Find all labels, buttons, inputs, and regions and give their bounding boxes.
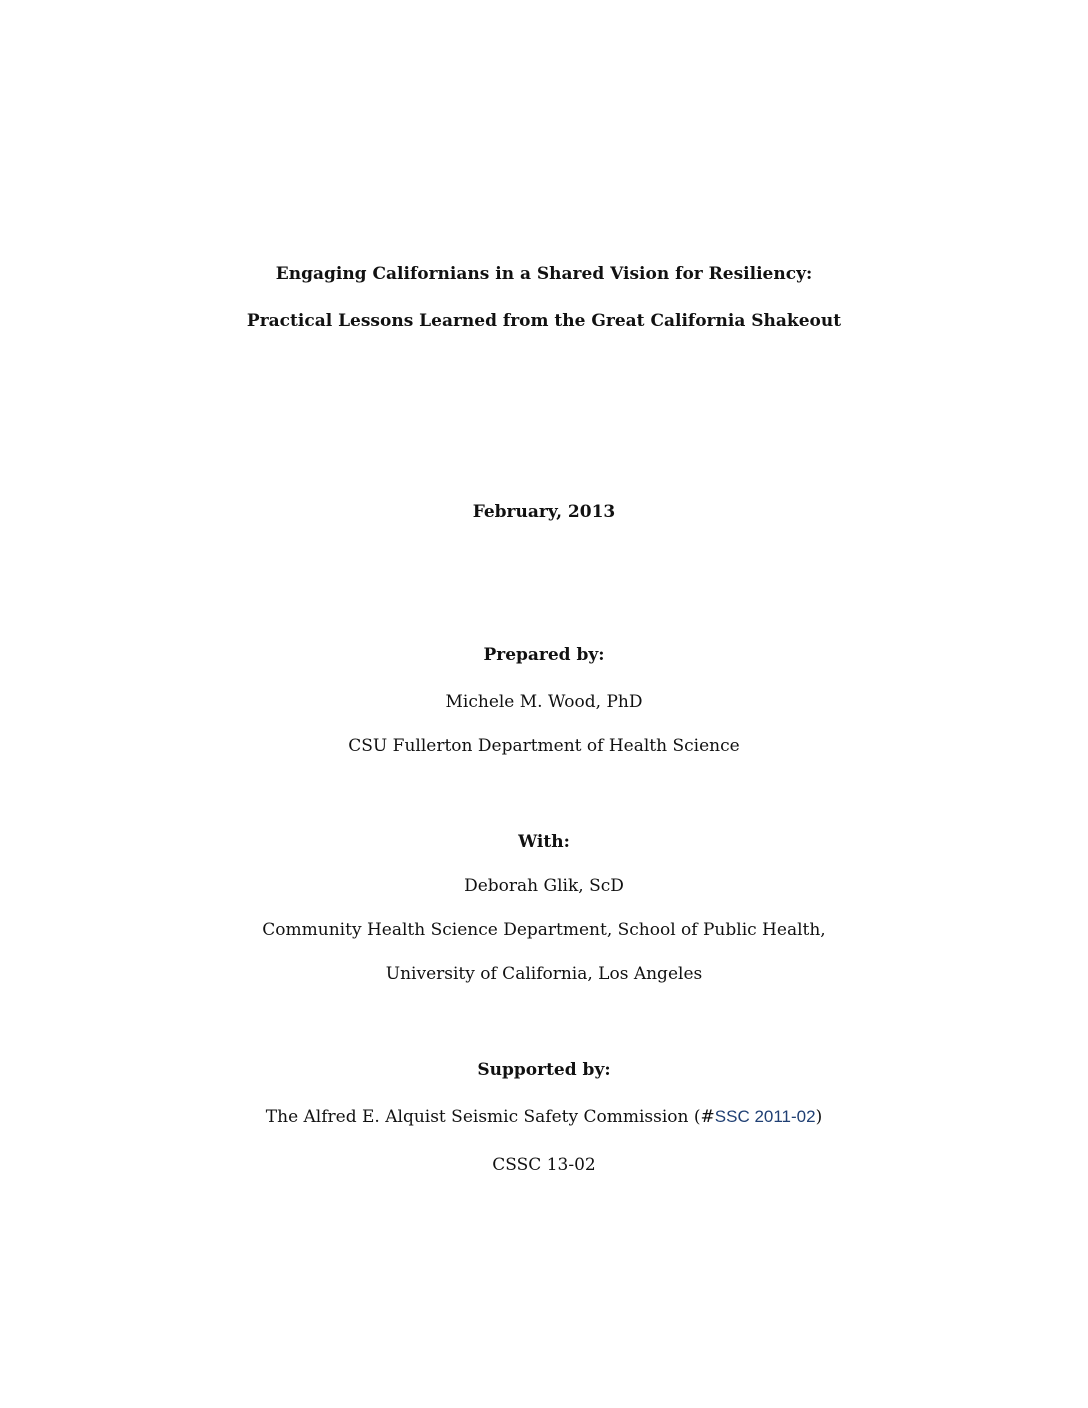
with-heading: With: — [518, 832, 570, 852]
title-line-2: Practical Lessons Learned from the Great California Shakeout — [246, 311, 842, 331]
prepared-by-heading: Prepared by: — [483, 645, 605, 665]
sponsor-prefix: The Alfred E. Alquist Seismic Safety Commission (# — [265, 1107, 715, 1127]
report-date: February, 2013 — [472, 502, 616, 522]
coauthor-affiliation-line-1: Community Health Science Department, School of Public Health, — [262, 920, 826, 940]
sponsor-line — [0, 1105, 1088, 1129]
coauthor-name: Deborah Glik, ScD — [464, 876, 624, 896]
grant-id: SSC 2011-02 — [714, 1107, 816, 1126]
coauthor-affiliation-line-2: University of California, Los Angeles — [385, 964, 703, 984]
author-name: Michele M. Wood, PhD — [445, 692, 643, 712]
report-number: CSSC 13-02 — [492, 1155, 596, 1175]
title-line-1: Engaging Californians in a Shared Vision for Resiliency: — [275, 264, 813, 284]
author-affiliation: CSU Fullerton Department of Health Science — [348, 736, 740, 756]
supported-by-heading: Supported by: — [477, 1060, 611, 1080]
sponsor-suffix: ) — [815, 1107, 823, 1127]
